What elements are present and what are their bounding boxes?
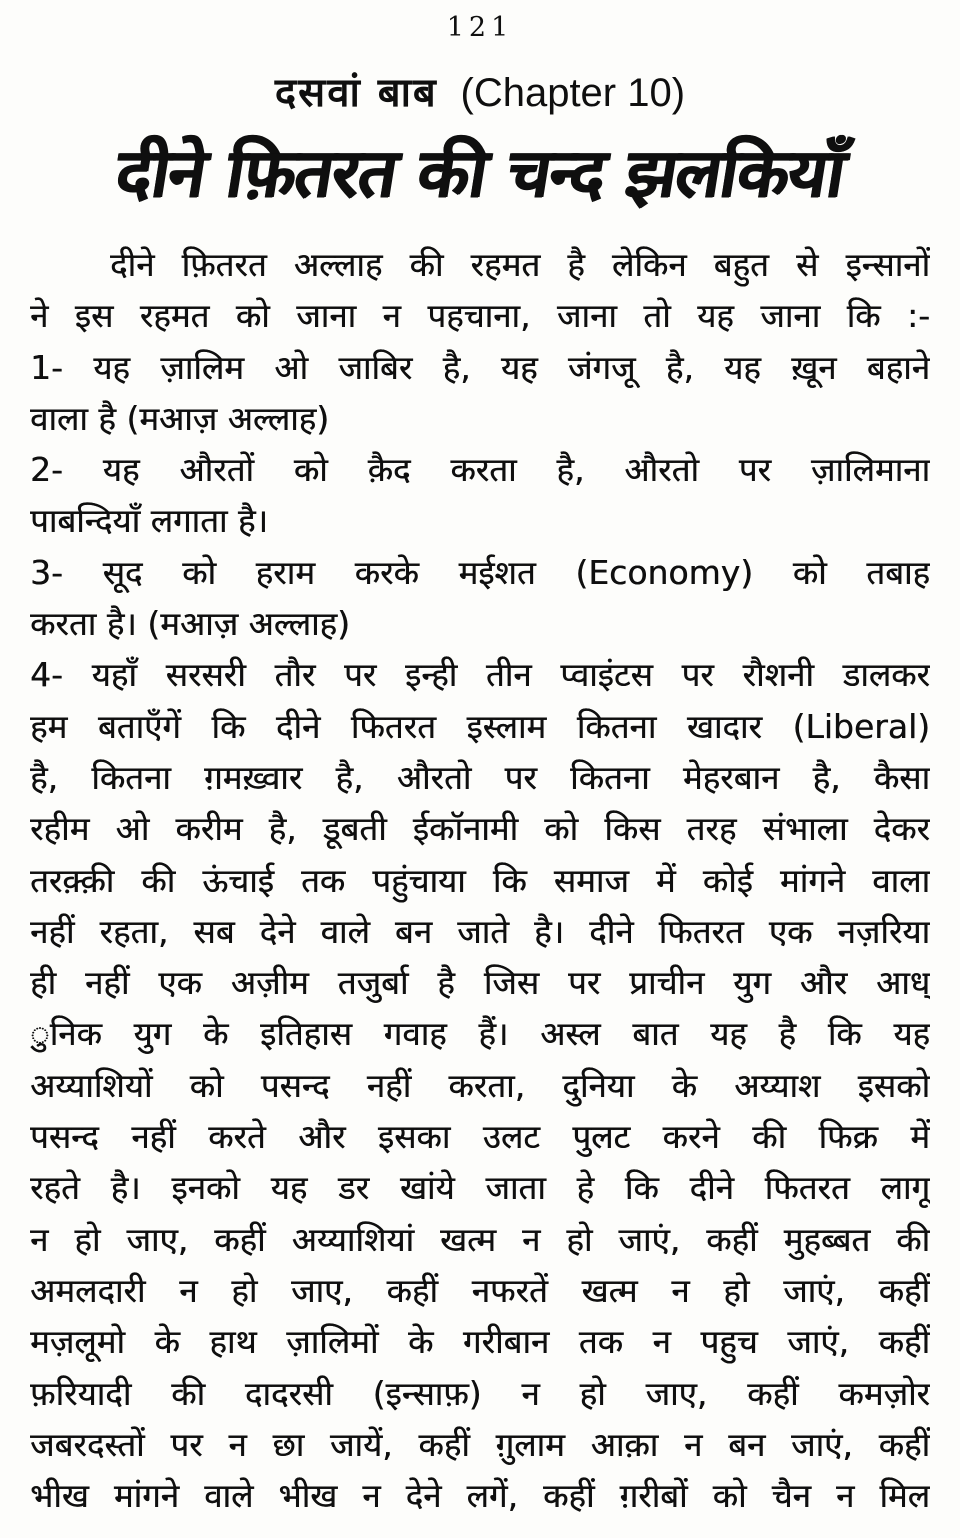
text-line: करता है। (मआज़ अल्लाह) xyxy=(30,604,350,644)
text-line: रहते है। इनको यह डर खांये जाता हे कि दीने फितरत लागू xyxy=(30,1168,930,1208)
text-line: ही नहीं एक अज़ीम तजुर्बा है जिस पर प्राचीन युग और आध् xyxy=(30,963,930,1003)
text-line: 3- सूद को हराम करके मईशत (Economy) को तबाह xyxy=(30,552,930,592)
chapter-heading-hindi: दसवां बाब xyxy=(274,70,438,116)
text-line: 4- यहाँ सरसरी तौर पर इन्ही तीन प्वाइंटस पर रौशनी डालकर xyxy=(30,655,930,695)
text-line: न हो जाए, कहीं अय्याशियां खत्म न हो जाएं, कहीं मुहब्बत की xyxy=(30,1219,930,1259)
text-line: ुनिक युग के इतिहास गवाह हैं। अस्ल बात यह है कि यह xyxy=(30,1014,930,1054)
text-line: तरक़्क़ी की ऊंचाई तक पहुंचाया कि समाज में कोई मांगने वाला xyxy=(30,860,930,900)
text-line: 2- यह औरतों को क़ैद करता है, औरतो पर ज़ालिमाना xyxy=(30,450,930,490)
text-line: फ़रियादी की दादरसी (इन्साफ़) न हो जाए, कहीं कमज़ोर xyxy=(30,1373,930,1413)
text-line: है, कितना ग़मख़्वार है, औरतो पर कितना मेहरबान है, कैसा xyxy=(30,757,930,797)
main-title: दीने फ़ितरत की चन्द झलकियाँ xyxy=(110,134,850,212)
chapter-heading xyxy=(0,67,960,119)
text-line: भीख मांगने वाले भीख न देने लगें, कहीं ग़रीबों को चैन न मिल xyxy=(30,1476,930,1516)
text-line: जबरदस्तों पर न छा जायें, कहीं ग़ुलाम आक़ा न बन जाएं, कहीं xyxy=(30,1424,930,1464)
text-line: रहीम ओ करीम है, डूबती ईकॉनामी को किस तरह संभाला देकर xyxy=(30,809,930,849)
text-line: मज़लूमो के हाथ ज़ालिमों के गरीबान तक न पहुच जाएं, कहीं xyxy=(30,1322,930,1362)
text-line: दीने फ़ितरत अल्लाह की रहमत है लेकिन बहुत से इन्सानों xyxy=(110,245,930,284)
text-line: वाला है (मआज़ अल्लाह) xyxy=(30,398,330,438)
text-line: ने इस रहमत को जाना न पहचाना, जाना तो यह जाना कि :- xyxy=(30,296,930,336)
document-body xyxy=(0,239,960,1521)
text-line: अय्याशियों को पसन्द नहीं करता, दुनिया के अय्याश इसको xyxy=(30,1065,930,1105)
text-line: नहीं रहता, सब देने वाले बन जाते है। दीने फितरत एक नज़रिया xyxy=(30,911,930,951)
text-line: 1- यह ज़ालिम ओ जाबिर है, यह जंगजू है, यह ख़ून बहाने xyxy=(30,347,930,387)
page-number: 121 xyxy=(446,12,514,43)
text-line: अमलदारी न हो जाए, कहीं नफरतें खत्म न हो जाएं, कहीं xyxy=(30,1270,930,1310)
text-line: पसन्द नहीं करते और इसका उलट पुलट करने की फिक्र में xyxy=(30,1117,930,1157)
text-line: पाबन्दियाँ लगाता है। xyxy=(30,501,268,541)
chapter-heading-english: (Chapter 10) xyxy=(460,71,686,115)
text-line: हम बताएँगें कि दीने फितरत इस्लाम कितना खादार (Liberal) xyxy=(30,706,930,746)
